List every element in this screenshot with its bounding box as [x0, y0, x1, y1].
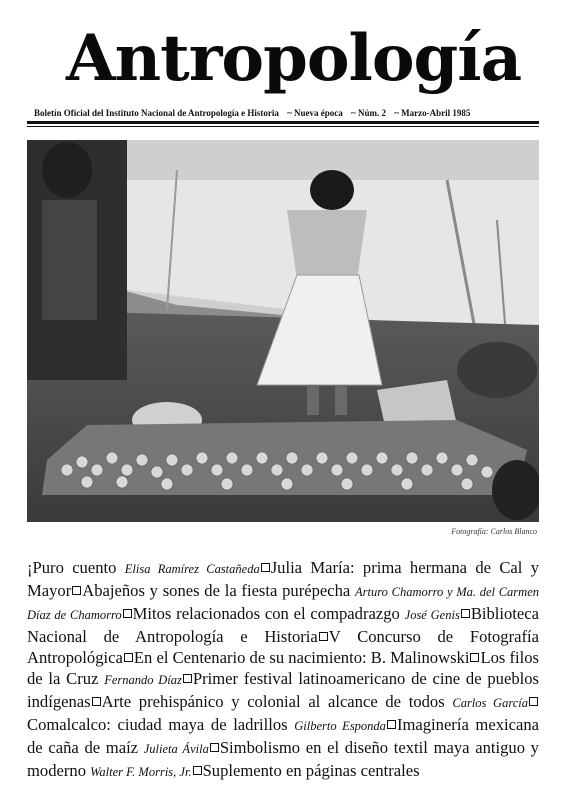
issue-number: ~ Núm. 2	[351, 108, 386, 118]
contents-title: Arte prehispánico y colonial al alcance de todos	[101, 692, 445, 711]
contents-title: Comalcalco: ciudad maya de ladrillos	[27, 715, 288, 734]
contents-title: V Concurso de Fotografía Antropológica	[27, 627, 539, 667]
separator-box	[92, 697, 101, 706]
separator-box	[387, 720, 396, 729]
separator-box	[72, 586, 81, 595]
separator-box	[461, 609, 470, 618]
header-rule-thin	[27, 126, 539, 127]
publisher-line: Boletín Oficial del Instituto Nacional de Antropología e Historia	[34, 108, 279, 118]
contents-title: Los filos de la Cruz	[27, 648, 540, 688]
table-of-contents	[27, 557, 539, 783]
issue-date: ~ Marzo-Abril 1985	[394, 108, 471, 118]
cover-photo	[27, 140, 539, 522]
separator-box	[470, 653, 479, 662]
separator-box	[124, 653, 133, 662]
contents-title: En el Centenario de su nacimiento: B. Malinowski	[133, 648, 470, 667]
contents-title: Suplemento en páginas centrales	[202, 761, 420, 780]
contents-title: Mitos relacionados con el compadrazgo	[132, 604, 400, 623]
separator-box	[261, 563, 270, 572]
separator-box	[319, 632, 328, 641]
contents-author: Gilberto Esponda	[294, 719, 386, 733]
contents-title: Imaginería mexicana de caña de maíz	[27, 715, 540, 757]
contents-author: Walter F. Morris, Jr.	[90, 765, 192, 779]
contents-author: Carlos García	[452, 696, 528, 710]
contents-title: Simbolismo en el diseño textil maya antiguo y moderno	[27, 738, 539, 780]
separator-box	[193, 766, 202, 775]
contents-author: José Genis	[404, 608, 460, 622]
contents-author: Arturo Chamorro y Ma. del Carmen Díaz de Chamorro	[27, 585, 539, 622]
era-line: ~ Nueva época	[287, 108, 343, 118]
contents-title: Biblioteca Nacional de Antropología e Historia	[27, 604, 540, 646]
masthead	[0, 18, 587, 100]
separator-box	[123, 609, 132, 618]
publication-subline	[34, 108, 554, 118]
contents-title: Julia María: prima hermana de Cal y Mayor	[27, 558, 539, 600]
contents-author: Elisa Ramírez Castañeda	[124, 562, 260, 576]
header-rule-thick	[27, 121, 539, 124]
publication-title: Antropología	[65, 21, 522, 96]
contents-title: ¡Puro cuento	[27, 558, 117, 577]
contents-author: Fernando Díaz	[104, 673, 182, 687]
separator-box	[529, 697, 538, 706]
separator-box	[183, 674, 192, 683]
photo-credit: Fotografía: Carlos Blanco	[451, 527, 537, 536]
contents-title: Primer festival latinoamericano de cine de pueblos indígenas	[27, 669, 539, 711]
separator-box	[210, 743, 219, 752]
contents-author: Julieta Ávila	[143, 742, 209, 756]
contents-title: Abajeños y sones de la fiesta purépecha	[82, 581, 351, 600]
